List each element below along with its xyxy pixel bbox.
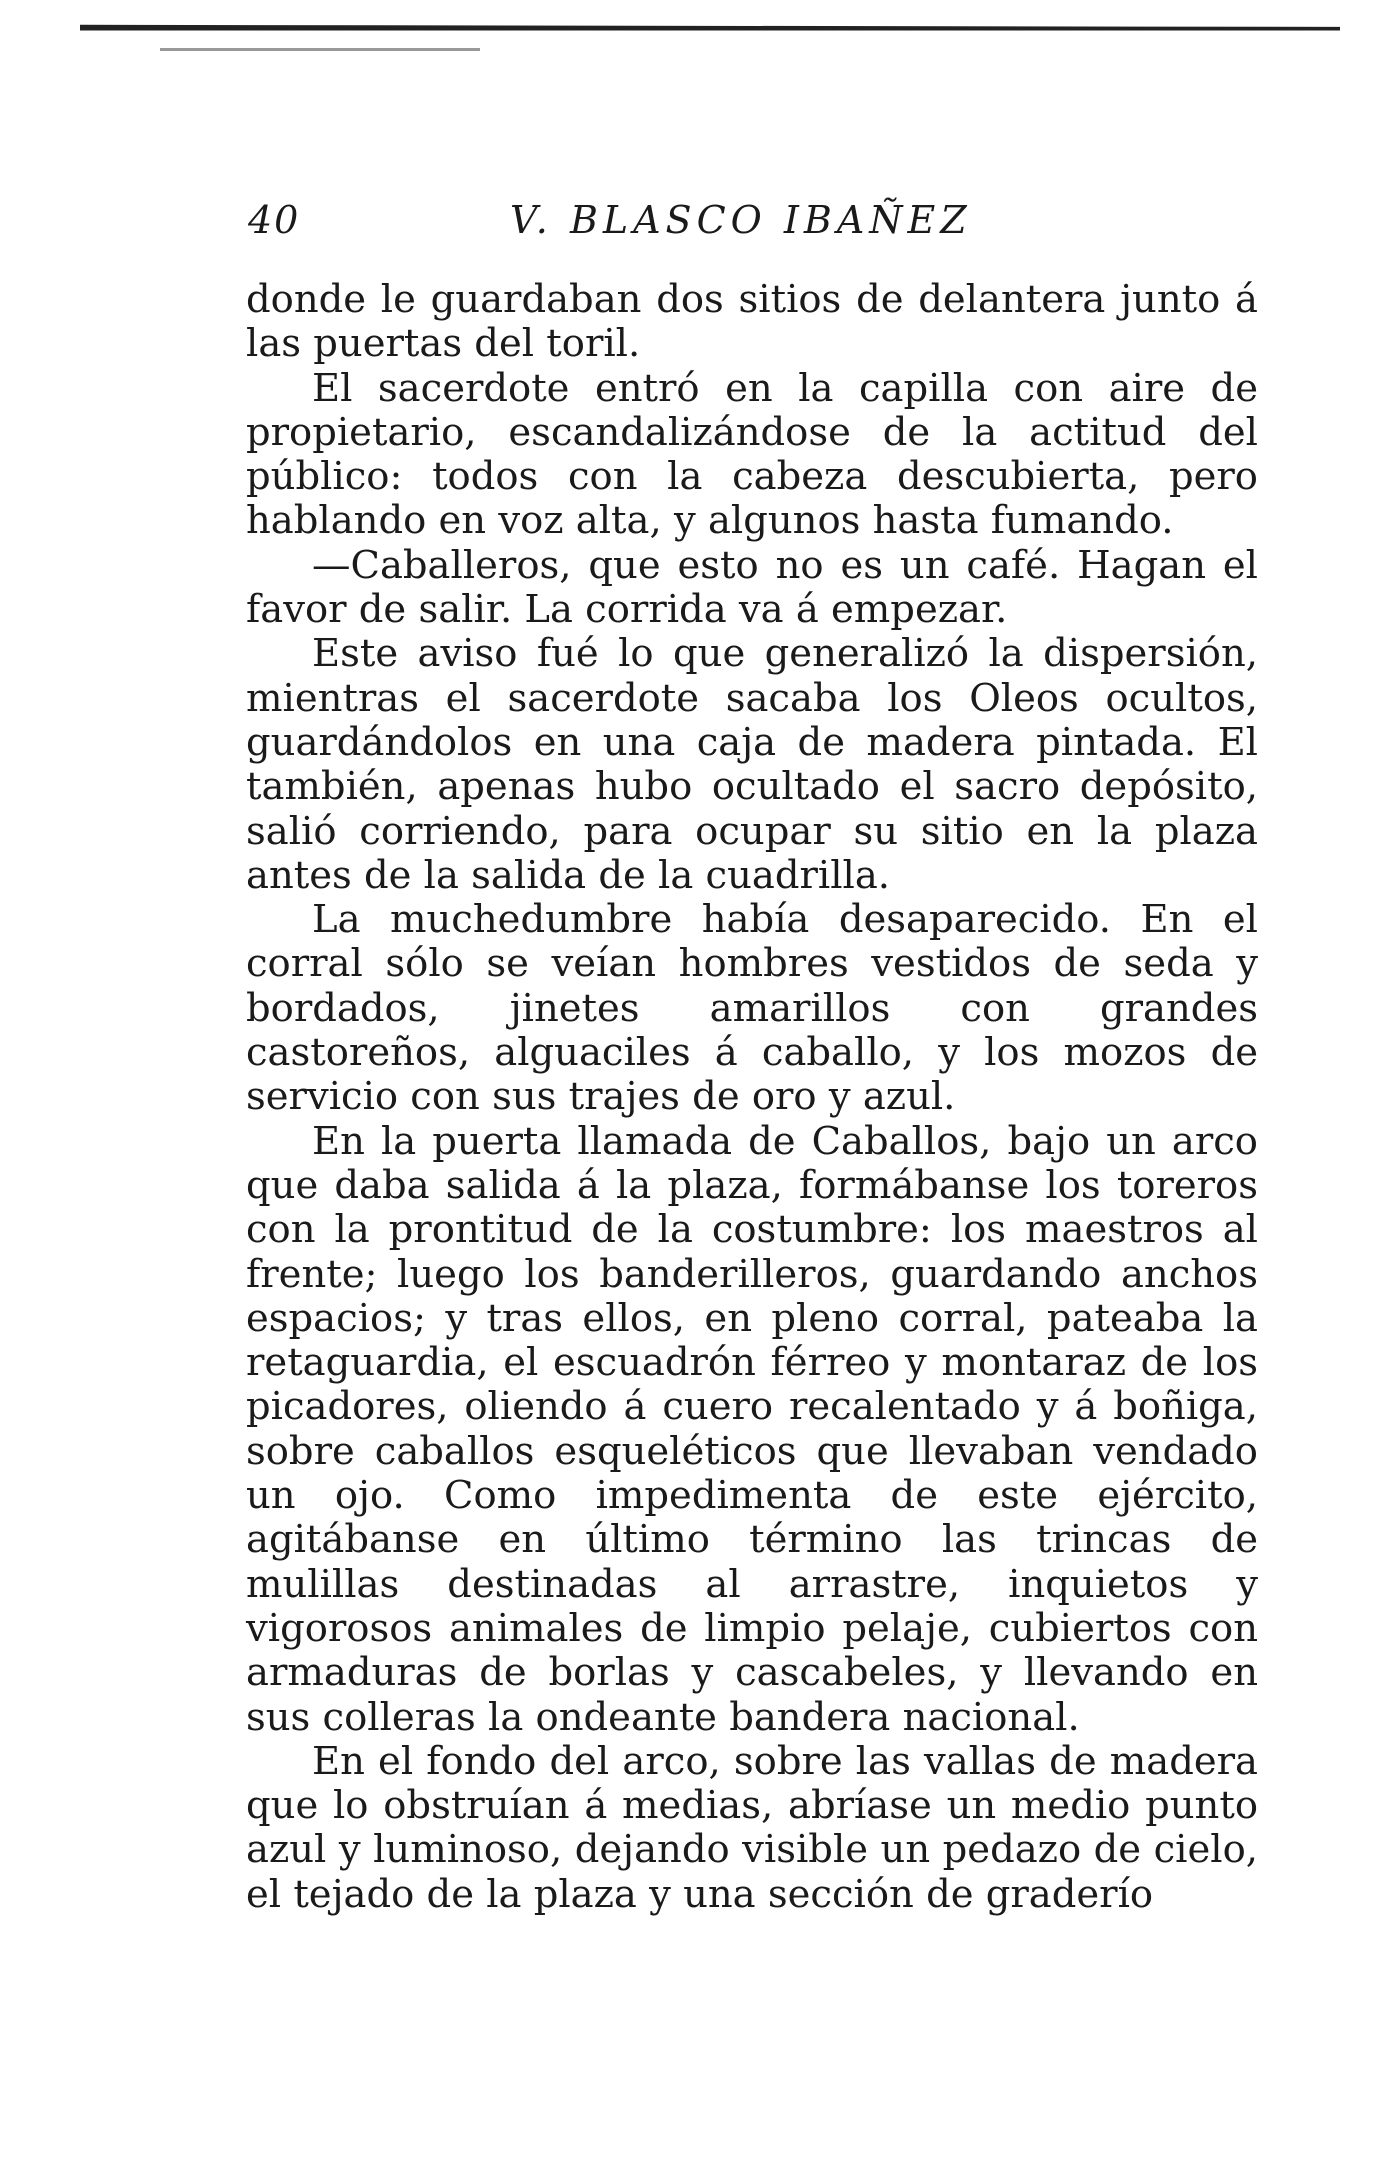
paragraph: —Caballeros, que esto no es un café. Hagan el favor de salir. La corrida va á empezar. [246, 542, 1258, 633]
paragraph: En la puerta llamada de Caballos, bajo un arco que daba salida á la plaza, formábanse los toreros con la prontitud de la costumbre: los maestros al frente; luego los banderilleros, guardando anchos espacios; y tras ellos, en pleno corral, pateaba la retaguardia, el escuadrón férreo y montaraz de los picadores, oliendo á cuero recalentado y á boñiga, sobre caballos esqueléticos que llevaban vendado un ojo. Como impedimenta de este ejército, agitábanse en último término las trincas de mulillas destinadas al arrastre, inquietos y vigorosos animales de limpio pelaje, cubiertos con armaduras de borlas y cascabeles, y llevando en sus colleras la ondeante bandera nacional. [246, 1118, 1258, 1740]
paragraph: En el fondo del arco, sobre las vallas de madera que lo obstruían á medias, abríase un medio punto azul y luminoso, dejando visible un pedazo de cielo, el tejado de la plaza y una sección de graderío [246, 1738, 1258, 1917]
top-border-rule [80, 22, 1340, 36]
page-number: 40 [248, 198, 301, 242]
paragraph: Este aviso fué lo que generalizó la dispersión, mientras el sacerdote sacaba los Oleos ocultos, guardándolos en una caja de madera pintada. El también, apenas hubo ocultado el sacro depósito, salió corriendo, para ocupar su sitio en la plaza antes de la salida de la cuadrilla. [246, 631, 1258, 898]
running-title: V. BLASCO IBAÑEZ [510, 198, 972, 242]
paragraph: La muchedumbre había desaparecido. En el corral sólo se veían hombres vestidos de seda y bordados, jinetes amarillos con grandes castoreños, alguaciles á caballo, y los mozos de servicio con sus trajes de oro y azul. [246, 897, 1258, 1120]
paragraph: El sacerdote entró en la capilla con aire de propietario, escandalizándose de la actitud del público: todos con la cabeza descubierta, pero hablando en voz alta, y algunos hasta fumando. [246, 365, 1258, 544]
top-border-rule-thin [160, 48, 480, 51]
body-text [246, 278, 1258, 1917]
page-header [248, 198, 1258, 258]
paragraph: donde le guardaban dos sitios de delantera junto á las puertas del toril. [246, 277, 1258, 367]
